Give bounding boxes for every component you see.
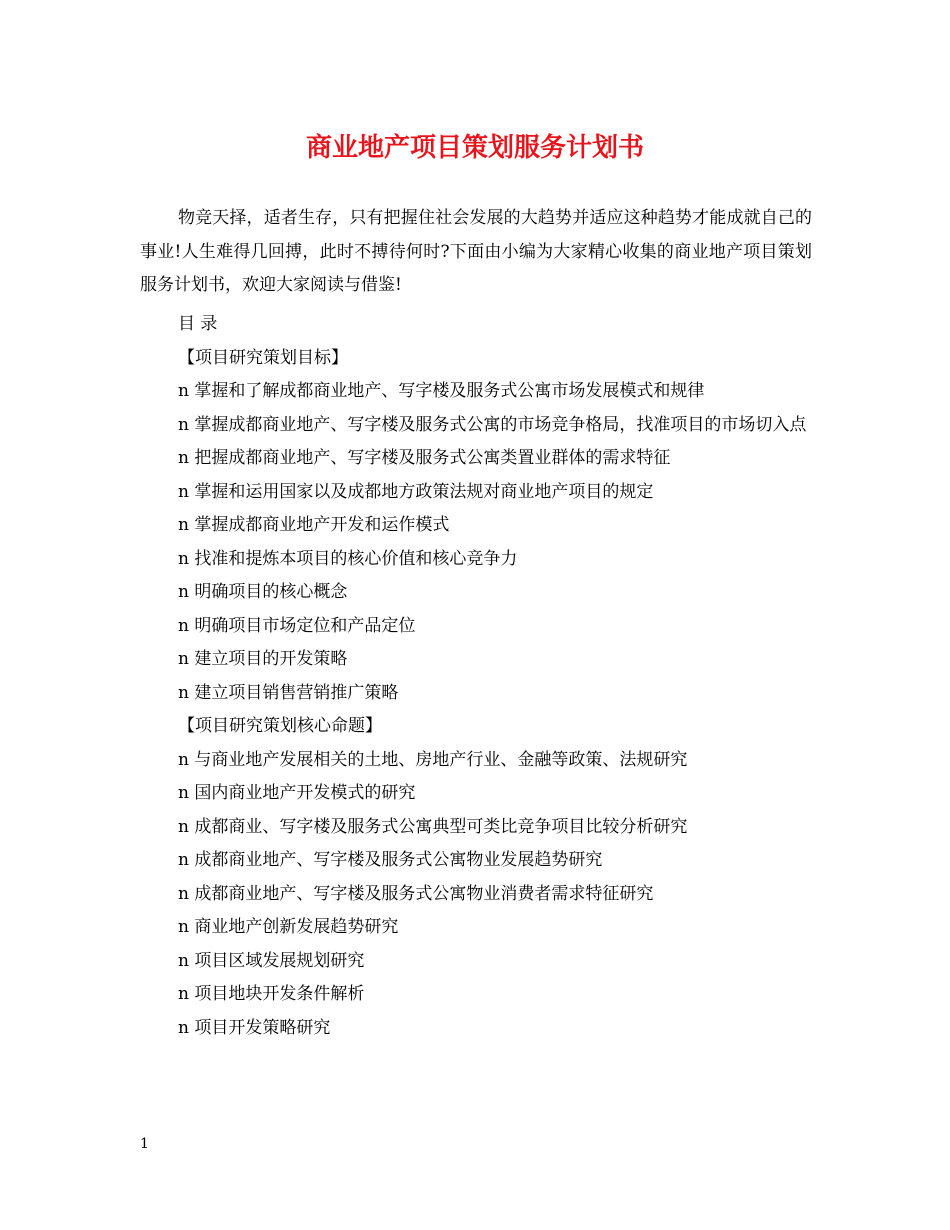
list-item: n 把握成都商业地产、写字楼及服务式公寓类置业群体的需求特征 (178, 448, 671, 468)
section-heading: 【项目研究策划目标】 (178, 347, 348, 368)
list-item: n 项目开发策略研究 (178, 1017, 331, 1038)
list-item: n 建立项目销售营销推广策略 (178, 682, 399, 703)
list-item: n 项目地块开发条件解析 (178, 984, 365, 1004)
list-item: n 成都商业、写字楼及服务式公寓典型可类比竞争项目比较分析研究 (178, 816, 688, 837)
list-item: n 项目区域发展规划研究 (178, 950, 365, 971)
list-item: n 明确项目的核心概念 (178, 582, 348, 602)
section-heading: 【项目研究策划核心命题】 (178, 716, 382, 736)
list-item: n 找准和提炼本项目的核心价值和核心竞争力 (178, 548, 518, 569)
list-item: n 掌握和了解成都商业地产、写字楼及服务式公寓市场发展模式和规律 (178, 381, 705, 401)
list-item: n 国内商业地产开发模式的研究 (178, 783, 416, 803)
page-number: 1 (140, 1136, 149, 1152)
content-list (140, 308, 812, 1045)
list-item: n 成都商业地产、写字楼及服务式公寓物业发展趋势研究 (178, 850, 603, 870)
list-item: n 掌握成都商业地产、写字楼及服务式公寓的市场竞争格局，找准项目的市场切入点 (178, 414, 807, 435)
list-item: n 掌握和运用国家以及成都地方政策法规对商业地产项目的规定 (178, 481, 654, 502)
intro-paragraph: 物竞天择，适者生存，只有把握住社会发展的大趋势并适应这种趋势才能成就自己的事业!人生难得几回搏，此时不搏待何时?下面由小编为大家精心收集的商业地产项目策划服务计划书，欢迎大家阅读与借鉴! (140, 208, 812, 295)
list-item: n 建立项目的开发策略 (178, 649, 348, 669)
list-item: n 成都商业地产、写字楼及服务式公寓物业消费者需求特征研究 (178, 883, 654, 904)
toc-heading: 目 录 (178, 314, 218, 334)
list-item: n 明确项目市场定位和产品定位 (178, 615, 416, 636)
list-item: n 与商业地产发展相关的土地、房地产行业、金融等政策、法规研究 (178, 749, 688, 770)
page-title: 商业地产项目策划服务计划书 (305, 133, 644, 163)
list-item: n 掌握成都商业地产开发和运作模式 (178, 515, 450, 535)
list-item: n 商业地产创新发展趋势研究 (178, 917, 399, 937)
